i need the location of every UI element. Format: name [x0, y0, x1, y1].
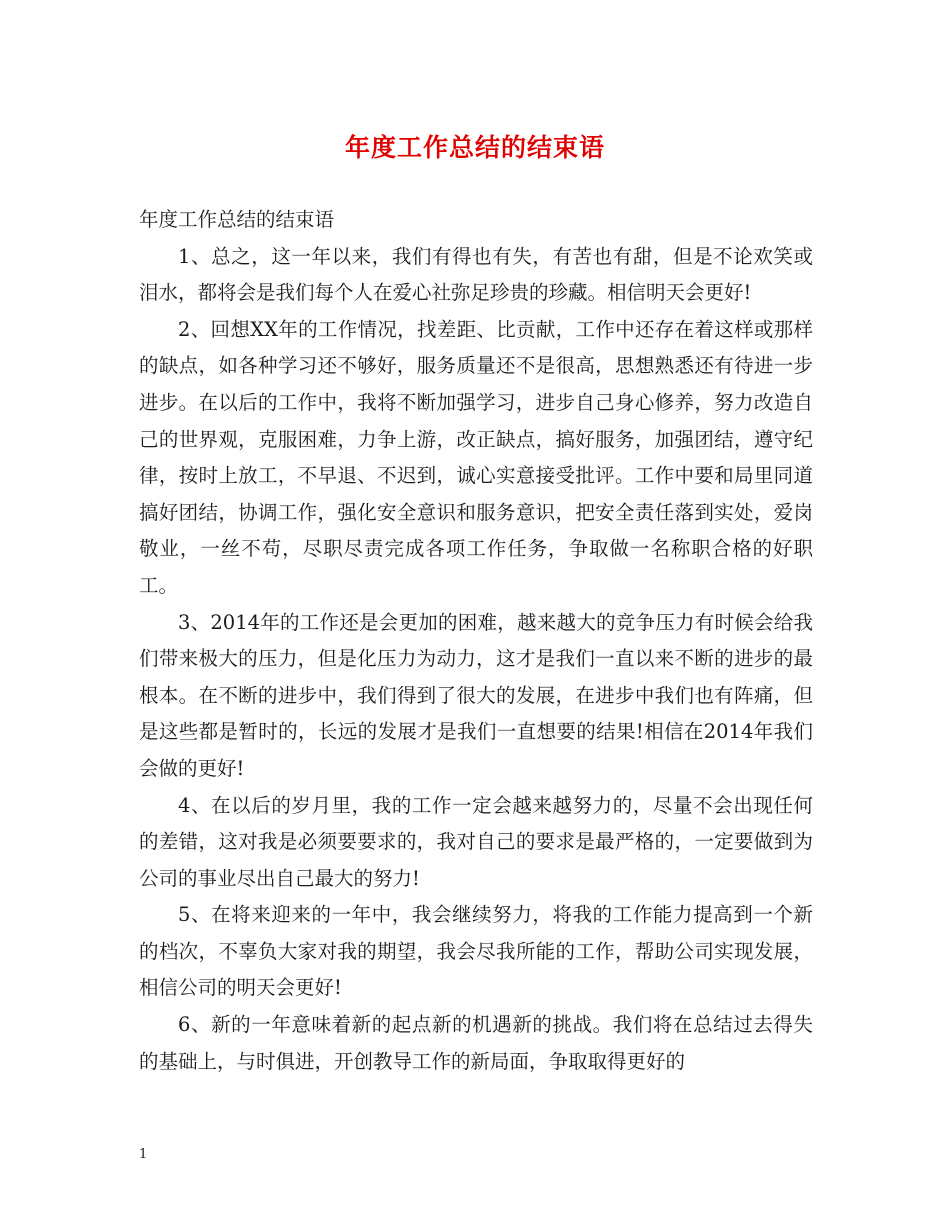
paragraph-1: 1、总之，这一年以来，我们有得也有失，有苦也有甜，但是不论欢笑或泪水，都将会是我们每个人在爱心社弥足珍贵的珍藏。相信明天会更好!: [139, 244, 813, 305]
paragraph-3: 3、2014年的工作还是会更加的困难，越来越大的竞争压力有时候会给我们带来极大的压力，但是化压力为动力，这才是我们一直以来不断的进步的最根本。在不断的进步中，我们得到了很大的发展，在进步中我们也有阵痛，但是这些都是暂时的，长远的发展才是我们一直想要的结果!相信在2014年我们会做的更好!: [139, 610, 813, 780]
paragraph-5: 5、在将来迎来的一年中，我会继续努力，将我的工作能力提高到一个新的档次，不辜负大家对我的期望，我会尽我所能的工作，帮助公司实现发展，相信公司的明天会更好!: [139, 903, 813, 1000]
paragraph-4: 4、在以后的岁月里，我的工作一定会越来越努力的，尽量不会出现任何的差错，这对我是必须要要求的，我对自己的要求是最严格的，一定要做到为公司的事业尽出自己最大的努力!: [139, 793, 813, 890]
page-number: 1: [139, 1147, 148, 1162]
document-subtitle: 年度工作总结的结束语: [139, 208, 335, 231]
document-title: 年度工作总结的结束语: [344, 133, 605, 162]
document-body: [139, 202, 813, 1080]
paragraph-6: 6、新的一年意味着新的起点新的机遇新的挑战。我们将在总结过去得失的基础上，与时俱进，开创教导工作的新局面，争取取得更好的: [139, 1013, 813, 1073]
paragraph-2: 2、回想XX年的工作情况，找差距、比贡献，工作中还存在着这样或那样的缺点，如各种学习还不够好，服务质量还不是很高，思想熟悉还有待进一步进步。在以后的工作中，我将不断加强学习，进步自己身心修养，努力改造自己的世界观，克服困难，力争上游，改正缺点，搞好服务，加强团结，遵守纪律，按时上放工，不早退、不迟到，诚心实意接受批评。工作中要和局里同道搞好团结，协调工作，强化安全意识和服务意识，把安全责任落到实处，爱岗敬业，一丝不苟，尽职尽责完成各项工作任务，争取做一名称职合格的好职工。: [139, 317, 813, 597]
